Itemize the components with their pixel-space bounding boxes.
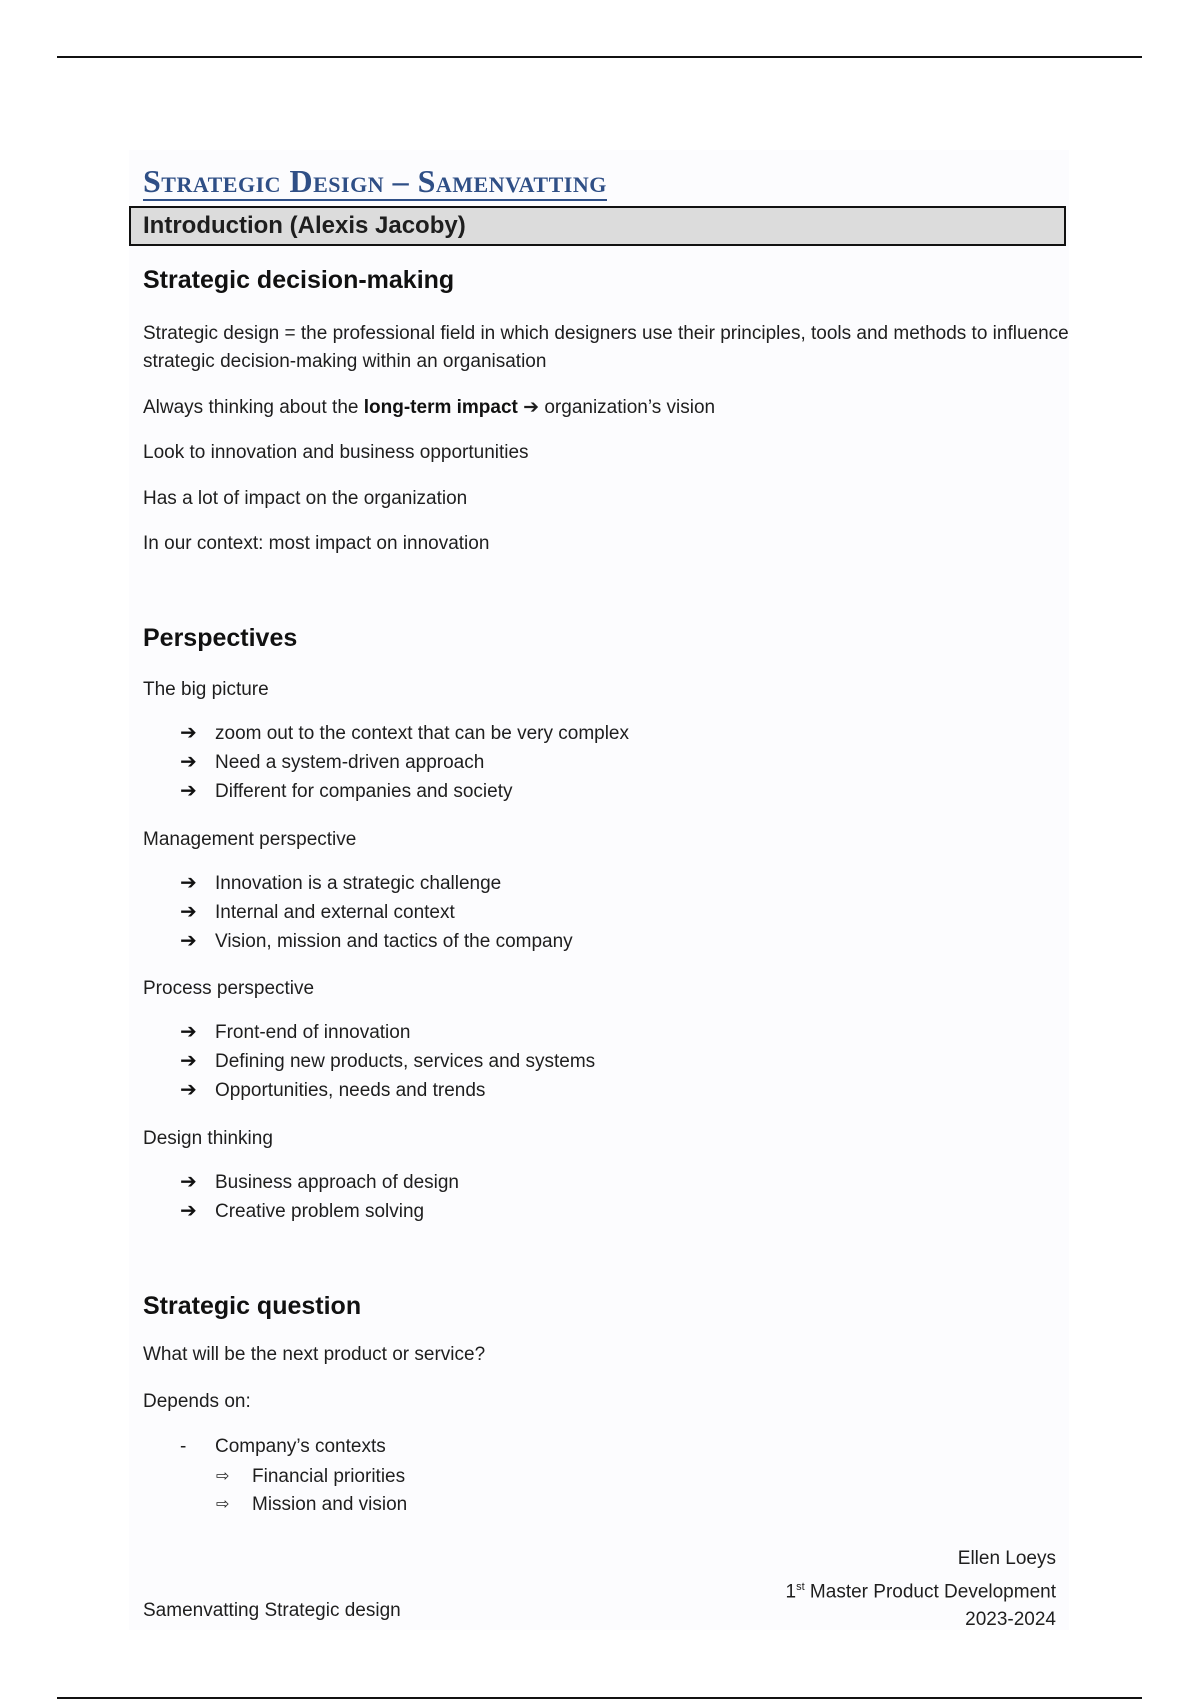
arrow-right-icon: ➔	[180, 1200, 197, 1222]
list-item	[180, 1018, 595, 1047]
list-item-text: Business approach of design	[215, 1172, 459, 1193]
arrow-right-icon: ➔	[523, 397, 540, 418]
group-label: The big picture	[143, 679, 269, 700]
arrow-right-icon: ➔	[180, 722, 197, 744]
arrow-right-icon: ➔	[180, 751, 197, 773]
outline-arrow-icon: ⇨	[216, 1468, 230, 1485]
program-ordinal: st	[796, 1581, 805, 1593]
arrow-right-icon: ➔	[180, 1050, 197, 1072]
list-item-text: Mission and vision	[252, 1494, 408, 1515]
list-item	[180, 777, 629, 806]
list-item-text: Company’s contexts	[215, 1436, 386, 1457]
list-item-text: Different for companies and society	[215, 781, 513, 802]
footer-author-block	[786, 1545, 1056, 1634]
dash-icon: -	[180, 1436, 187, 1457]
program-name: Master Product Development	[804, 1581, 1056, 1603]
footer-year: 2023-2024	[965, 1609, 1056, 1631]
list-item-text: Internal and external context	[215, 902, 455, 923]
arrow-right-icon: ➔	[180, 930, 197, 952]
heading-strategic-question: Strategic question	[143, 1292, 362, 1320]
paragraph-long-term	[143, 394, 715, 422]
list-item	[180, 869, 573, 898]
arrow-right-icon: ➔	[180, 1021, 197, 1043]
outline-arrow-icon: ⇨	[216, 1496, 230, 1513]
text-fragment: organization’s vision	[539, 397, 716, 418]
list-item-text: zoom out to the context that can be very complex	[215, 723, 630, 744]
arrow-right-icon: ➔	[180, 872, 197, 894]
bullet-list	[180, 1018, 595, 1105]
paragraph-impact: Has a lot of impact on the organization	[143, 488, 468, 509]
paragraph-innovation: Look to innovation and business opportunities	[143, 442, 529, 463]
section-banner: Introduction (Alexis Jacoby)	[129, 206, 1066, 246]
arrow-right-icon: ➔	[180, 1171, 197, 1193]
text-fragment: Always thinking about the	[143, 397, 364, 418]
list-item	[180, 1076, 595, 1105]
list-item-text: Opportunities, needs and trends	[215, 1080, 486, 1101]
list-item	[180, 748, 629, 777]
paragraph-question: What will be the next product or service?	[143, 1344, 486, 1365]
paragraph-definition: Strategic design = the professional field in which designers use their principles, tools and methods to influence strategic decision-making within an organisation	[143, 323, 1069, 372]
list-item-text: Front-end of innovation	[215, 1022, 411, 1043]
list-item	[180, 1197, 459, 1226]
arrow-right-icon: ➔	[180, 780, 197, 802]
list-item-text: Financial priorities	[252, 1466, 406, 1487]
paragraph-depends: Depends on:	[143, 1391, 251, 1412]
list-item	[180, 927, 573, 956]
list-item-text: Creative problem solving	[215, 1201, 425, 1222]
sub-list	[216, 1463, 407, 1519]
arrow-right-icon: ➔	[180, 901, 197, 923]
list-item-text: Need a system-driven approach	[215, 752, 485, 773]
bold-text: long-term impact	[363, 397, 518, 418]
bullet-list	[180, 719, 629, 806]
list-item	[216, 1463, 407, 1491]
group-label: Management perspective	[143, 829, 357, 850]
bottom-rule	[57, 1697, 1142, 1699]
document-title: Strategic Design – Samenvatting	[143, 163, 607, 199]
paragraph-context: In our context: most impact on innovation	[143, 533, 490, 554]
list-item-text: Innovation is a strategic challenge	[215, 873, 502, 894]
bullet-list	[180, 1168, 459, 1226]
list-item	[180, 719, 629, 748]
group-label: Process perspective	[143, 978, 315, 999]
top-rule	[57, 56, 1142, 58]
list-item-text: Vision, mission and tactics of the company	[215, 931, 573, 952]
group-label: Design thinking	[143, 1128, 273, 1149]
list-item	[180, 1047, 595, 1076]
heading-decision-making: Strategic decision-making	[143, 266, 455, 294]
list-item	[216, 1491, 407, 1519]
footer-program	[786, 1573, 1056, 1606]
footer-document-name: Samenvatting Strategic design	[143, 1600, 401, 1621]
bullet-list	[180, 869, 573, 956]
heading-perspectives: Perspectives	[143, 624, 298, 652]
program-number: 1	[785, 1581, 797, 1603]
footer-author: Ellen Loeys	[957, 1548, 1056, 1569]
dash-list	[180, 1432, 386, 1461]
list-item	[180, 1168, 459, 1197]
list-item	[180, 1432, 386, 1461]
list-item	[180, 898, 573, 927]
arrow-right-icon: ➔	[180, 1079, 197, 1101]
list-item-text: Defining new products, services and systems	[215, 1051, 596, 1072]
